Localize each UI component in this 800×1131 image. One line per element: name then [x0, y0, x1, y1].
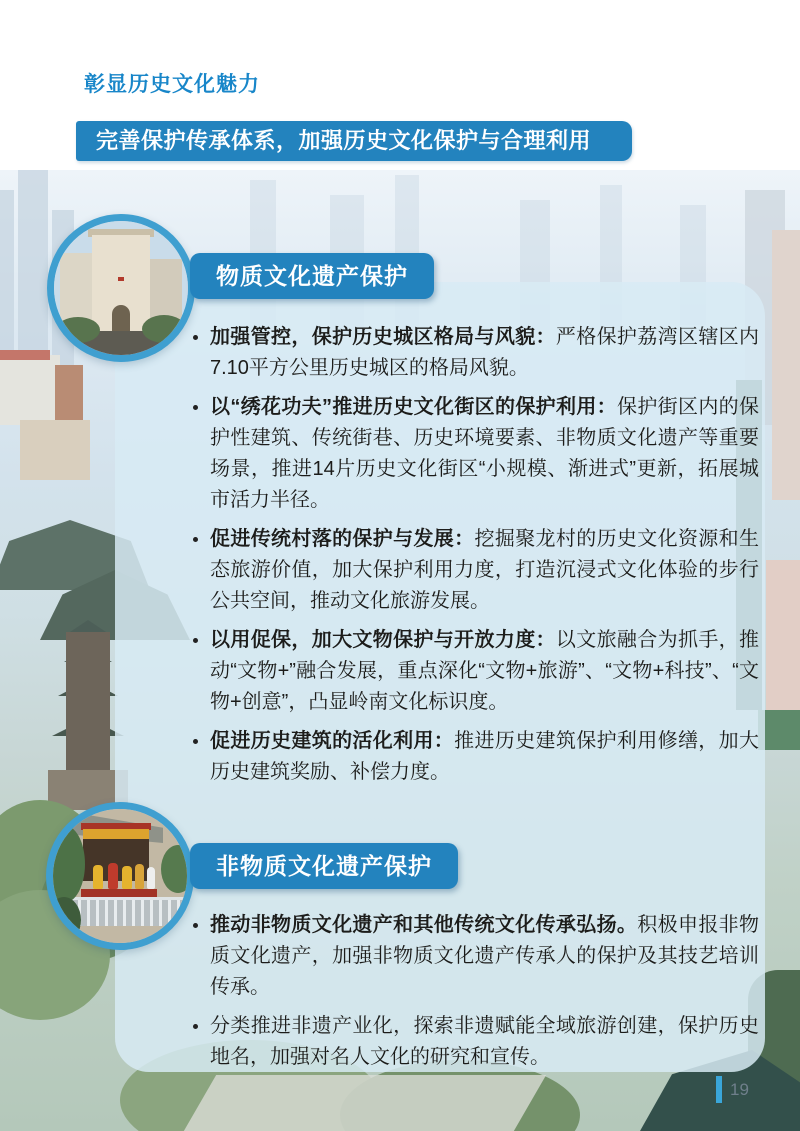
bg-building-pink — [772, 230, 800, 500]
bullet-dot — [193, 923, 198, 928]
photo-foliage-dark — [47, 897, 81, 943]
list-item — [193, 524, 759, 617]
photo-entrance-arch — [112, 305, 130, 333]
bullet-list-intangible-heritage — [193, 910, 759, 1081]
bullet-text: 推动非物质文化遗产和其他传统文化传承弘扬。积极申报非物质文化遗产，加强非物质文化遗产传承人的保护及其技艺培训传承。 — [210, 914, 760, 998]
page-number-accent-bar — [716, 1076, 722, 1103]
bullet-text: 分类推进非遗产业化，探索非遗赋能全域旅游创建，保护历史地名，加强对名人文化的研究和宣传。 — [210, 1015, 759, 1068]
bullet-dot — [193, 537, 198, 542]
photo-performer — [147, 867, 155, 889]
section-heading-material-heritage: 物质文化遗产保护 — [190, 253, 434, 299]
page-number: 19 — [730, 1080, 749, 1099]
opera-stage-photo — [46, 802, 194, 950]
historic-building-photo — [47, 214, 195, 362]
bullet-dot — [193, 638, 198, 643]
list-item — [193, 625, 759, 718]
photo-greenery — [142, 315, 186, 343]
bullet-list-material-heritage — [193, 322, 759, 796]
list-item — [193, 1011, 759, 1073]
list-item — [193, 392, 759, 516]
bg-red-roofline — [0, 350, 50, 360]
bullet-text: 以用促保，加大文物保护与开放力度：以文旅融合为抓手，推动“文物+”融合发展，重点深化“文物+旅游”、“文物+科技”、“文物+创意”，凸显岭南文化标识度。 — [210, 629, 760, 713]
bullet-text: 促进历史建筑的活化利用：推进历史建筑保护利用修缮，加大历史建筑奖励、补偿力度。 — [210, 730, 760, 783]
bg-pagoda-body — [66, 632, 110, 782]
bullet-dot — [193, 335, 198, 340]
list-item — [193, 910, 759, 1003]
bullet-dot — [193, 405, 198, 410]
photo-railing — [69, 897, 187, 926]
list-item — [193, 322, 759, 384]
bullet-dot — [193, 739, 198, 744]
photo-performer — [122, 866, 132, 889]
photo-red-carpet — [81, 889, 157, 897]
bullet-text: 促进传统村落的保护与发展：挖掘聚龙村的历史文化资源和生态旅游价值，加大保护利用力度，打造沉浸式文化体验的步行公共空间，推动文化旅游发展。 — [210, 528, 759, 612]
bg-lowrise-white — [0, 355, 60, 425]
bullet-text: 加强管控，保护历史城区格局与风貌：严格保护荔湾区辖区内7.10平方公里历史城区的格局风貌。 — [210, 326, 760, 379]
bullet-dot — [193, 1024, 198, 1029]
bg-building-pink-right — [766, 560, 800, 730]
background-photo-area — [0, 170, 800, 1131]
list-item — [193, 726, 759, 788]
photo-greenery — [56, 317, 100, 343]
bg-lowrise-beige — [20, 420, 90, 480]
bg-path — [184, 1075, 546, 1131]
photo-performer — [108, 863, 118, 889]
page-title: 彰显历史文化魅力 — [84, 73, 260, 96]
photo-performer — [135, 864, 144, 889]
photo-flag — [118, 277, 124, 281]
photo-yellow-drape — [83, 829, 149, 839]
bullet-text: 以“绣花功夫”推进历史文化街区的保护利用：保护街区内的保护性建筑、传统街巷、历史环境要素、非物质文化遗产等重要场景，推进14片历史文化街区“小规模、渐进式”更新，拓展城市活力半径。 — [210, 396, 759, 511]
section-heading-intangible-heritage: 非物质文化遗产保护 — [190, 843, 458, 889]
subtitle-banner: 完善保护传承体系，加强历史文化保护与合理利用 — [76, 121, 632, 161]
photo-performer — [93, 865, 103, 889]
